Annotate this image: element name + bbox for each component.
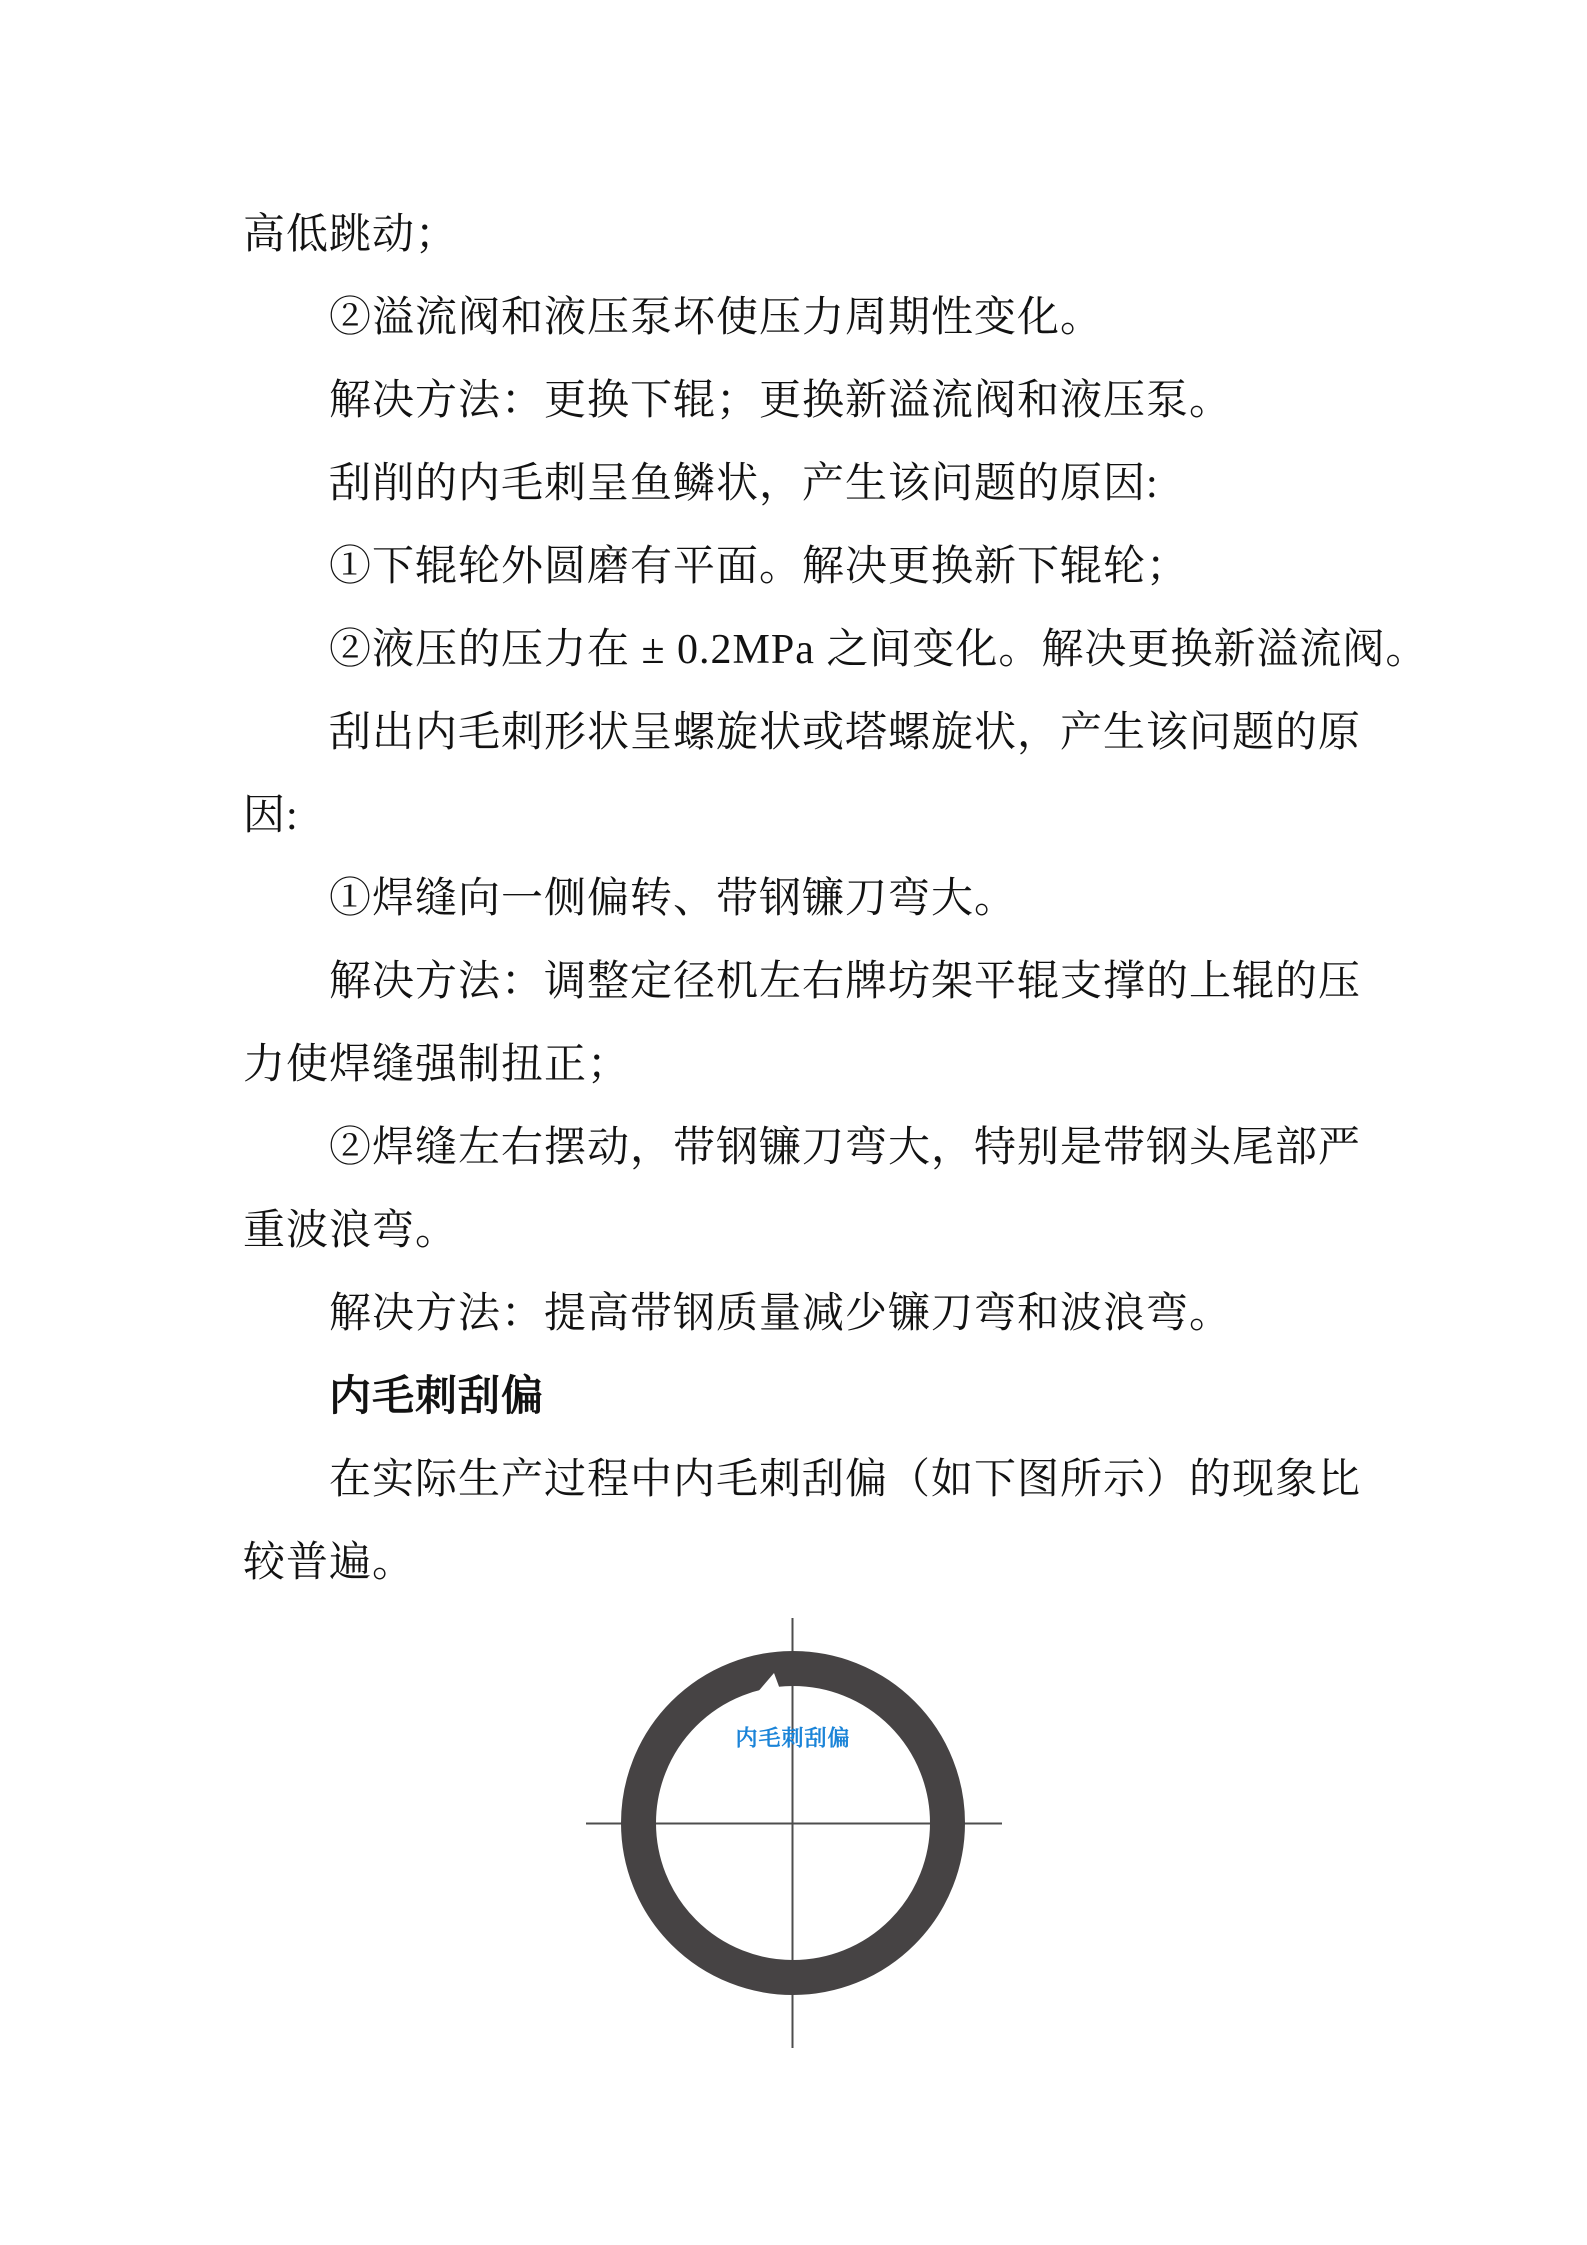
text-line: 高低跳动；	[243, 212, 459, 258]
text-line: ①下辊轮外圆磨有平面。解决更换新下辊轮；	[329, 544, 1190, 590]
text-line: 较普遍。	[243, 1540, 416, 1586]
text-line: 刮出内毛刺形状呈螺旋状或塔螺旋状，产生该问题的原	[329, 710, 1362, 756]
text-line: 解决方法：更换下辊；更换新溢流阀和液压泵。	[329, 378, 1233, 424]
text-line: ②液压的压力在 ± 0.2MPa 之间变化。解决更换新溢流阀。	[329, 627, 1429, 673]
text-line: 重波浪弯。	[243, 1208, 459, 1254]
text-line: 在实际生产过程中内毛刺刮偏（如下图所示）的现象比	[329, 1457, 1362, 1503]
text-line: 力使焊缝强制扭正；	[243, 1042, 631, 1088]
text-line: 因:	[243, 793, 299, 839]
text-line: ②溢流阀和液压泵坏使压力周期性变化。	[329, 295, 1104, 341]
text-line: ①焊缝向一侧偏转、带钢镰刀弯大。	[329, 876, 1018, 922]
text-line: 内毛刺刮偏	[329, 1374, 545, 1420]
text-line: 解决方法：调整定径机左右牌坊架平辊支撑的上辊的压	[329, 959, 1362, 1005]
text-line: ②焊缝左右摆动，带钢镰刀弯大，特别是带钢头尾部严	[329, 1125, 1362, 1171]
figure-label: 内毛刺刮偏	[735, 1725, 851, 1751]
text-line: 解决方法：提高带钢质量减少镰刀弯和波浪弯。	[329, 1291, 1233, 1337]
text-line: 刮削的内毛刺呈鱼鳞状，产生该问题的原因:	[329, 461, 1159, 507]
